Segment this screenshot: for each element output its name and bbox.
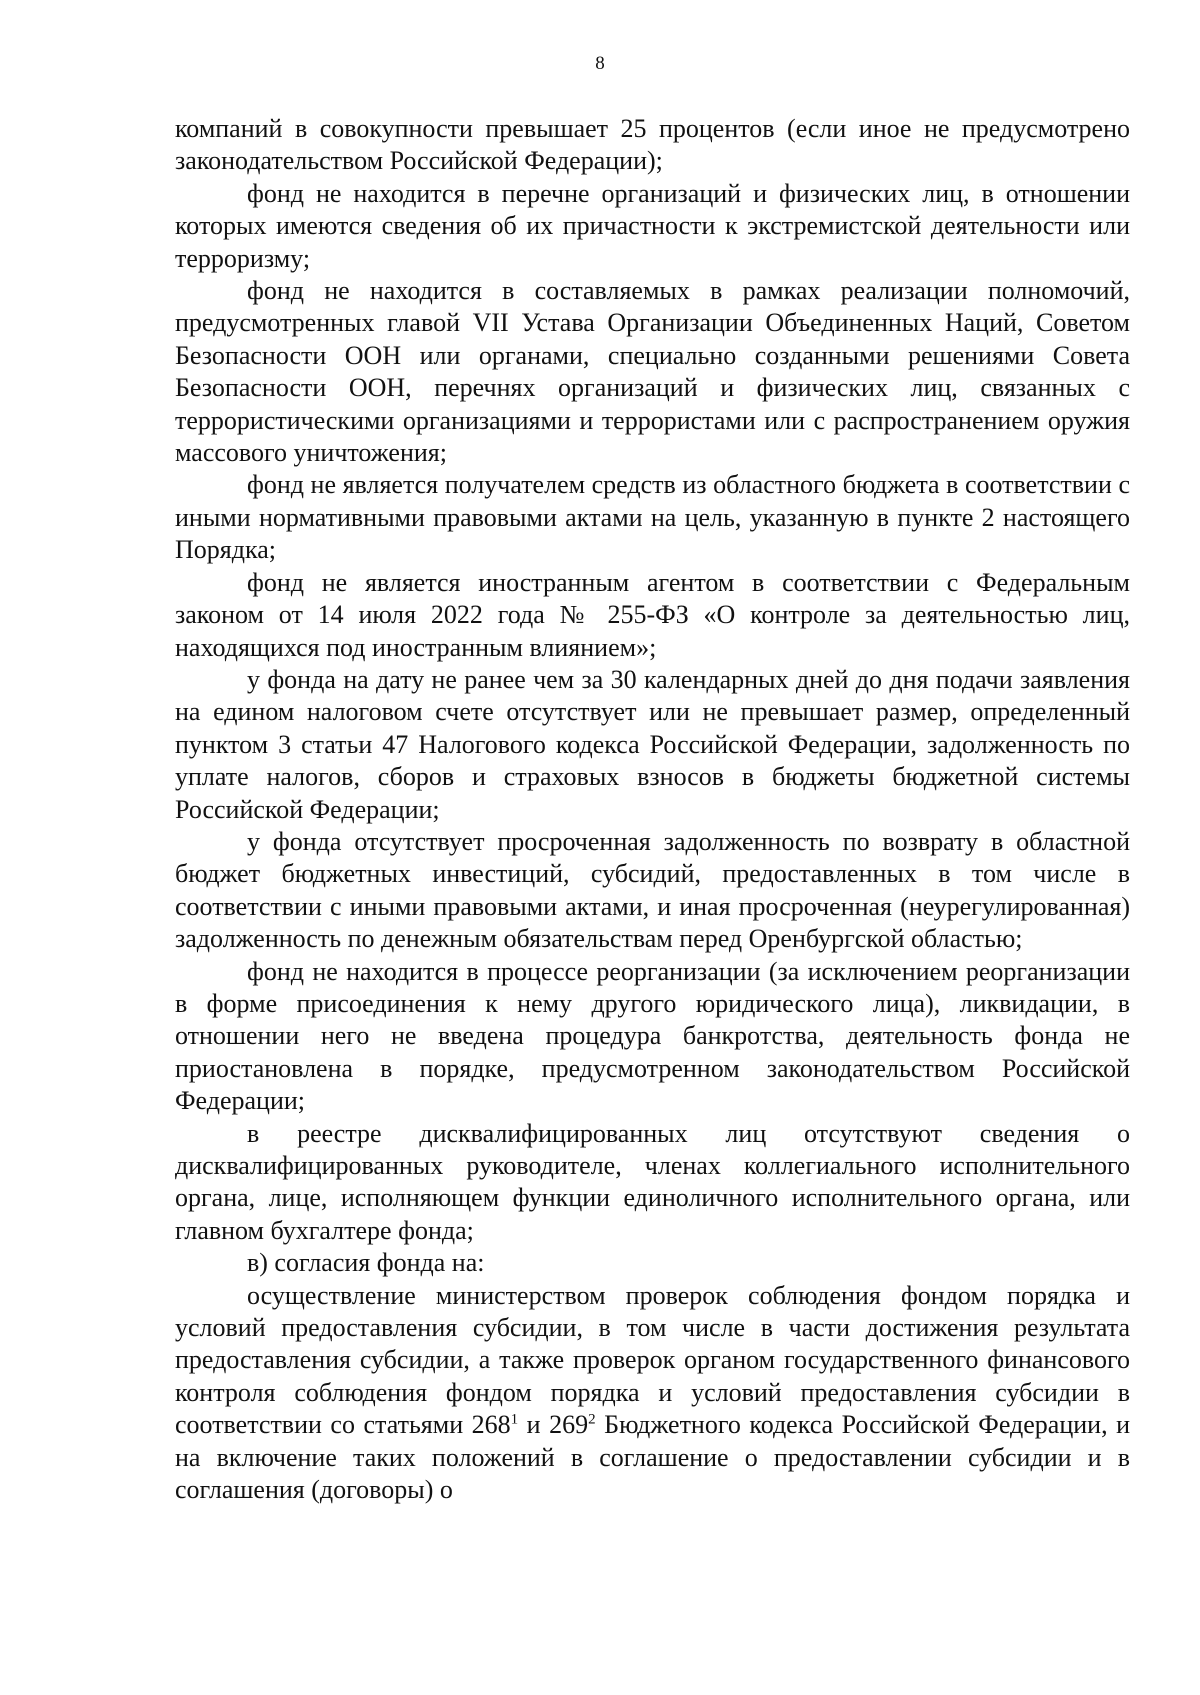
paragraph: фонд не является получателем средств из областного бюджета в соответствии с иными нормативными правовыми актами на цель, указанную в пункте 2 настоящего Порядка; [175,470,1130,565]
paragraph: фонд не находится в составляемых в рамках реализации полномочий, предусмотренных главой VII Устава Организации Объединенных Наций, Советом Безопасности ООН или органами, специально созданными решениями Совета Безопасности ООН, перечнях организаций и физических лиц, связанных с террористическими организациями и террористами или с распространением оружия массового уничтожения; [175,276,1130,468]
paragraph: фонд не является иностранным агентом в соответствии с Федеральным законом от 14 июля 2022 года № 255-ФЗ «О контроле за деятельностью лиц, находящихся под иностранным влиянием»; [175,567,1130,662]
text-fragment: и 269 [518,1410,589,1440]
paragraph: у фонда отсутствует просроченная задолженность по возврату в областной бюджет бюджетных инвестиций, субсидий, предоставленных в том числе в соответствии с иными правовыми актами, и иная просроченная (неурегулированная) задолженность по денежным обязательствам перед Оренбургской областью; [175,826,1130,954]
paragraph: компаний в совокупности превышает 25 процентов (если иное не предусмотрено законодательством Российской Федерации); [175,114,1130,176]
paragraph: у фонда на дату не ранее чем за 30 календарных дней до дня подачи заявления на едином налоговом счете отсутствует или не превышает размер, определенный пунктом 3 статьи 47 Налогового кодекса Российской Федерации, задолженность по уплате налогов, сборов и страховых взносов в бюджеты бюджетной системы Российской Федерации; [175,664,1130,824]
superscript: 1 [510,1411,519,1428]
paragraph: фонд не находится в перечне организаций и физических лиц, в отношении которых имеются сведения об их причастности к экстремистской деятельности или терроризму; [175,178,1130,273]
superscript: 2 [588,1411,596,1428]
page-number: 8 [595,53,605,74]
paragraph: в) согласия фонда на: [247,1248,485,1278]
paragraph: фонд не находится в процессе реорганизации (за исключением реорганизации в форме присоединения к нему другого юридического лица), ликвидации, в отношении него не введена процедура банкротства, деятельность фонда не приостановлена в порядке, предусмотренном законодательством Российской Федерации; [175,956,1130,1116]
document-body [175,113,1130,1506]
text-fragment: Бюджетного кодекса Российской Федерации, и на включение таких положений в соглашение о предоставлении субсидии и в соглашения (договоры) о [175,1410,1131,1505]
paragraph: в реестре дисквалифицированных лиц отсутствуют сведения о дисквалифицированных руководителе, членах коллегиального исполнительного органа, лице, исполняющем функции единоличного исполнительного органа, или главном бухгалтере фонда; [175,1118,1130,1245]
paragraph-last [175,1280,1130,1507]
text-fragment: осуществление министерством проверок соблюдения фондом порядка и условий предоставления субсидии, в том числе в части достижения результата предоставления субсидии, а также проверок органом государственного финансового контроля соблюдения фондом порядка и условий предоставления субсидии в соответствии со статьями 268 [175,1280,1130,1440]
